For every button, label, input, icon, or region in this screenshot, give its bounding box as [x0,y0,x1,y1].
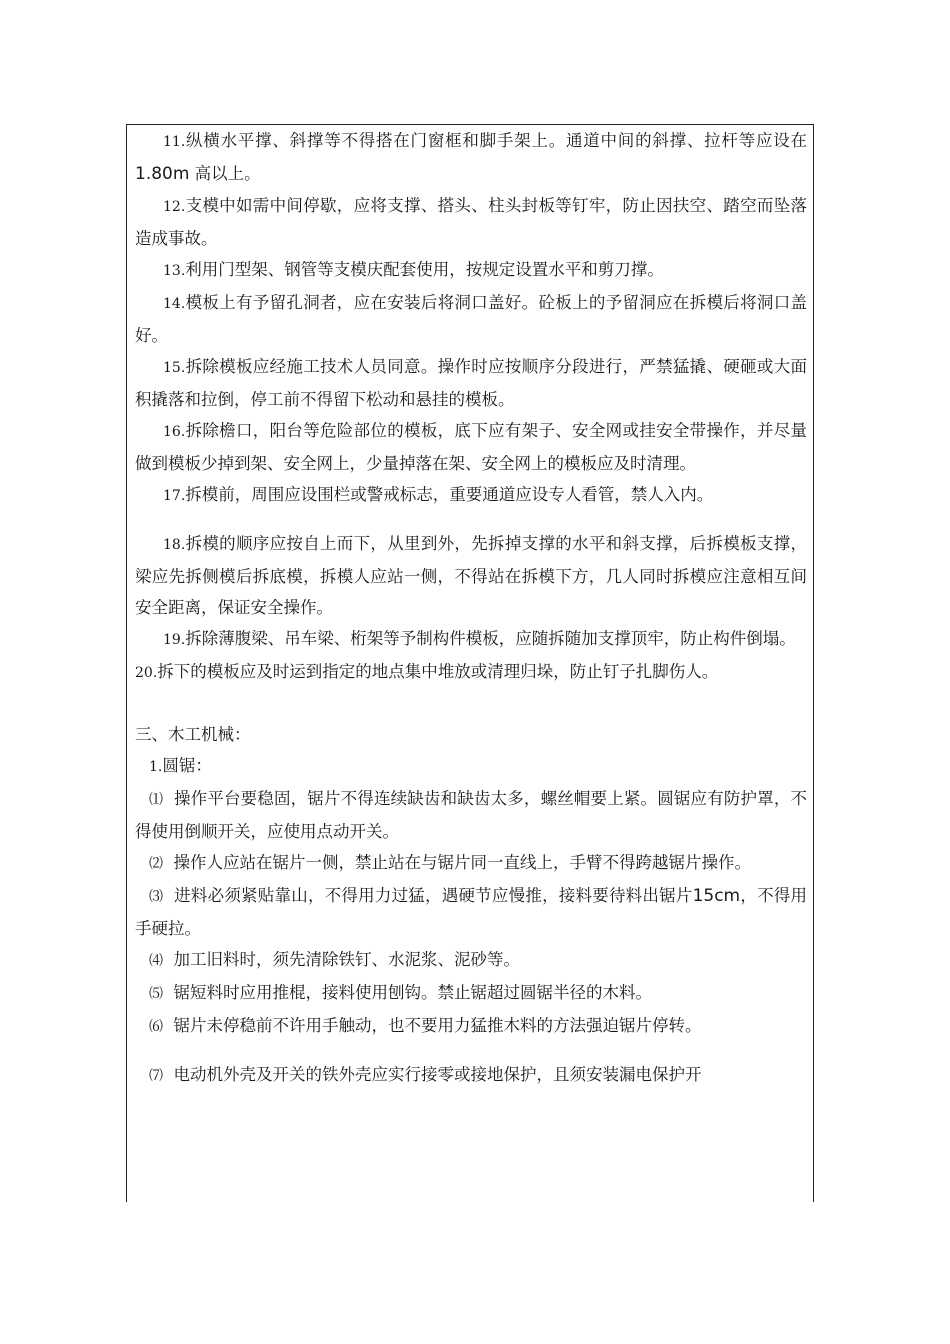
item-number: 20. [135,665,158,681]
item-number: ⑸ [149,986,163,1002]
saw-item-1 [135,783,807,847]
item-text: 支模中如需中间停歇，应将支撑、搭头、柱头封板等钉牢，防止因扶空、踏空而坠落造成事故。 [135,196,807,248]
list-item-19 [135,623,807,656]
document-body [135,125,807,1092]
saw-item-3 [135,880,807,944]
item-text: 操作平台要稳固，锯片不得连续缺齿和缺齿太多，螺丝帽要上紧。圆锯应有防护罩，不得使用倒顺开关，应使用点动开关。 [135,789,808,841]
list-item-17 [135,479,807,512]
item-text: 加工旧料时，须先清除铁钉、水泥浆、泥砂等。 [173,950,520,969]
saw-item-5 [135,977,807,1010]
paragraph-spacer [135,512,807,528]
saw-item-2 [135,847,807,880]
item-text: 拆除模板应经施工技术人员同意。操作时应按顺序分段进行，严禁猛撬、硬砸或大面积撬落和拉倒，停工前不得留下松动和悬挂的模板。 [135,357,807,409]
item-number: 16. [163,424,186,440]
item-measurement: 15cm [692,886,741,906]
item-text: 拆除薄腹梁、吊车梁、桁架等予制构件模板，应随拆随加支撑顶牢，防止构件倒塌。 [185,629,796,648]
list-item-18 [135,528,807,623]
item-text: 纵横水平撑、斜撑等不得搭在门窗框和脚手架上。通道中间的斜撑、拉杆等应设在 [185,131,807,150]
item-number: 17. [163,488,186,504]
item-text: 模板上有予留孔洞者，应在安装后将洞口盖好。砼板上的予留洞应在拆模后将洞口盖好。 [135,293,807,345]
list-item-14 [135,287,807,351]
item-text: 拆模前，周围应设围栏或警戒标志，重要通道应设专人看管，禁人入内。 [185,485,714,504]
item-number: 13. [163,263,186,279]
list-item-12 [135,190,807,254]
item-number: 12. [163,199,186,215]
item-text: 电动机外壳及开关的铁外壳应实行接零或接地保护，且须安装漏电保护开 [173,1065,702,1084]
list-item-16 [135,415,807,479]
paragraph-spacer [135,1043,807,1059]
item-text: 进料必须紧贴靠山，不得用力过猛，遇硬节应慢推，接料要待料出锯片 [174,886,693,905]
saw-item-6 [135,1010,807,1043]
item-number: ⑺ [149,1068,163,1084]
subsection-title [135,750,807,783]
item-number: ⑹ [149,1019,163,1035]
section-spacer [135,689,807,719]
item-text: 锯片未停稳前不许用手触动，也不要用力猛推木料的方法强迫锯片停转。 [173,1016,702,1035]
item-text: 操作人应站在锯片一侧，禁止站在与锯片同一直线上，手臂不得跨越锯片操作。 [173,853,751,872]
item-number: ⑷ [149,953,163,969]
item-text: 拆下的模板应及时运到指定的地点集中堆放或清理归垛，防止钉子扎脚伤人。 [157,662,719,681]
item-text: 拆除檐口，阳台等危险部位的模板，底下应有架子、安全网或挂安全带操作，并尽量做到模板少掉到架、安全网上，少量掉落在架、安全网上的模板应及时清理。 [135,421,807,473]
item-number: ⑵ [149,856,163,872]
item-text: 锯短料时应用推棍，接料使用刨钩。禁止锯超过圆锯半径的木料。 [173,983,652,1002]
subsection-number: 1. [149,759,163,775]
subsection-text: 圆锯： [162,756,212,775]
item-number: 18. [163,537,186,553]
item-number: ⑶ [149,889,164,905]
document-table-cell [126,124,814,1202]
list-item-11 [135,125,807,190]
item-text: ，不得用手硬拉。 [135,886,808,938]
item-text: 利用门型架、钢管等支模庆配套使用，按规定设置水平和剪刀撑。 [185,260,664,279]
saw-item-4 [135,944,807,977]
saw-item-7 [135,1059,807,1092]
list-item-20 [135,656,807,689]
section-title: 三、木工机械： [135,725,251,744]
item-text: 拆模的顺序应按自上而下，从里到外，先拆掉支撑的水平和斜支撑，后拆模板支撑，梁应先拆侧模后拆底模，拆模人应站一侧，不得站在拆模下方，几人同时拆模应注意相互间安全距离，保证安全操作。 [135,534,807,617]
item-text: 高以上。 [189,164,261,183]
item-number: 19. [163,632,186,648]
item-number: 14. [163,296,186,312]
item-measurement: 1.80m [135,164,190,184]
item-number: 15. [163,360,186,376]
list-item-15 [135,351,807,415]
list-item-13 [135,254,807,287]
item-number: ⑴ [149,792,164,808]
item-number: 11. [163,134,186,150]
